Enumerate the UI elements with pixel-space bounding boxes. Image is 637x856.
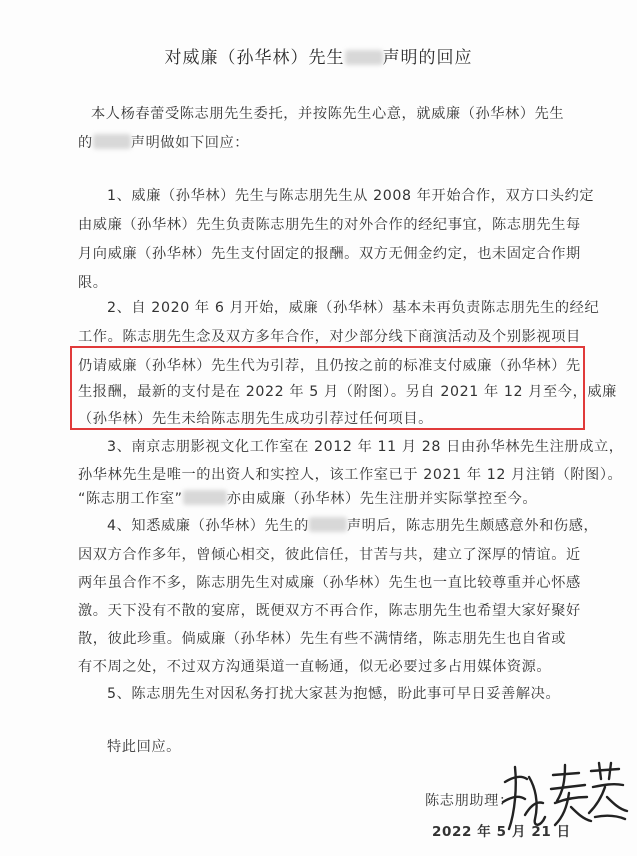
p3-line-3 <box>78 489 637 509</box>
p2-line-3: 仍请威廉（孙华林）先生代为引荐，且仍按之前的标准支付威廉（孙华林）先 <box>78 358 581 374</box>
p4-line-3: 两年虽合作不多，陈志朋先生对威廉（孙华林）先生也一直比较尊重并心怀感 <box>78 575 581 591</box>
document-date: 2022 年 5 月 21 日 <box>432 824 571 840</box>
assistant-label: 陈志朋助理： <box>425 793 514 809</box>
p1-line-4: 限。 <box>78 275 108 291</box>
p4-line-1-pre: 4、知悉威廉（孙华林）先生的 <box>107 518 309 534</box>
red-highlight-box <box>70 346 585 430</box>
redacted-blur <box>309 517 347 532</box>
p3-line-2: 孙华林先生是唯一的出资人和实控人，该工作室已于 2021 年 12 月注销（附图）。 <box>78 467 623 483</box>
p3-line-1: 3、南京志朋影视文化工作室在 2012 年 11 月 28 日由孙华林先生注册成立， <box>107 439 624 455</box>
p2-line-1: 2、自 2020 年 6 月开始，威廉（孙华林）基本未再负责陈志朋先生的经纪 <box>107 300 600 316</box>
p2-line-4: 生报酬，最新的支付是在 2022 年 5 月（附图）。另自 2021 年 12 月至今，威廉 <box>78 384 617 400</box>
p4-line-2: 因双方合作多年，曾倾心相交，彼此信任，甘苦与共，建立了深厚的情谊。近 <box>78 547 581 563</box>
p3-line-3-pre: “陈志朋工作室” <box>78 491 183 507</box>
intro-line-1: 本人杨春蕾受陈志朋先生委托，并按陈先生心意，就威廉（孙华林）先生 <box>91 106 565 122</box>
intro-line-2-pre: 的 <box>78 135 93 151</box>
title-part-1: 对威廉（孙华林）先生 <box>164 48 345 68</box>
redacted-blur <box>345 50 383 65</box>
p4-line-1 <box>107 516 637 536</box>
p4-line-4: 激。天下没有不散的宴席，既便双方不再合作，陈志朋先生也希望大家好聚好 <box>78 603 581 619</box>
p2-line-2: 工作。陈志朋先生念及双方多年合作，对少部分线下商演活动及个别影视项目 <box>78 329 581 345</box>
document-title <box>0 43 637 68</box>
closing-text: 特此回应。 <box>107 739 181 755</box>
redacted-blur <box>183 490 227 505</box>
p4-line-5: 散，彼此珍重。倘威廉（孙华林）先生有些不满情绪，陈志朋先生也自省或 <box>78 631 566 647</box>
title-part-2: 声明的回应 <box>382 48 473 68</box>
redacted-blur <box>93 134 131 149</box>
p4-line-1-post: 声明后，陈志朋先生颇感意外和伤感， <box>346 518 599 534</box>
p1-line-2: 由威廉（孙华林）先生负责陈志朋先生的对外合作的经纪事宜，陈志朋先生每 <box>78 217 581 233</box>
p1-line-1: 1、威廉（孙华林）先生与陈志朋先生从 2008 年开始合作，双方口头约定 <box>107 188 595 204</box>
intro-line-2-post: 声明做如下回应： <box>130 135 250 151</box>
intro-line-2 <box>78 133 637 153</box>
p3-line-3-post: 亦由威廉（孙华林）先生注册并实际掌控至今。 <box>226 491 538 507</box>
p5-line: 5、陈志朋先生对因私务打扰大家甚为抱憾，盼此事可早日妥善解决。 <box>107 686 561 702</box>
p1-line-3: 月向威廉（孙华林）先生支付固定的报酬。双方无佣金约定，也未固定合作期 <box>78 246 581 262</box>
p2-line-5: （孙华林）先生未给陈志朋先生成功引荐过任何项目。 <box>78 411 433 427</box>
p4-line-6: 有不周之处，不过双方沟通渠道一直畅通，似无必要过多占用媒体资源。 <box>78 659 552 675</box>
